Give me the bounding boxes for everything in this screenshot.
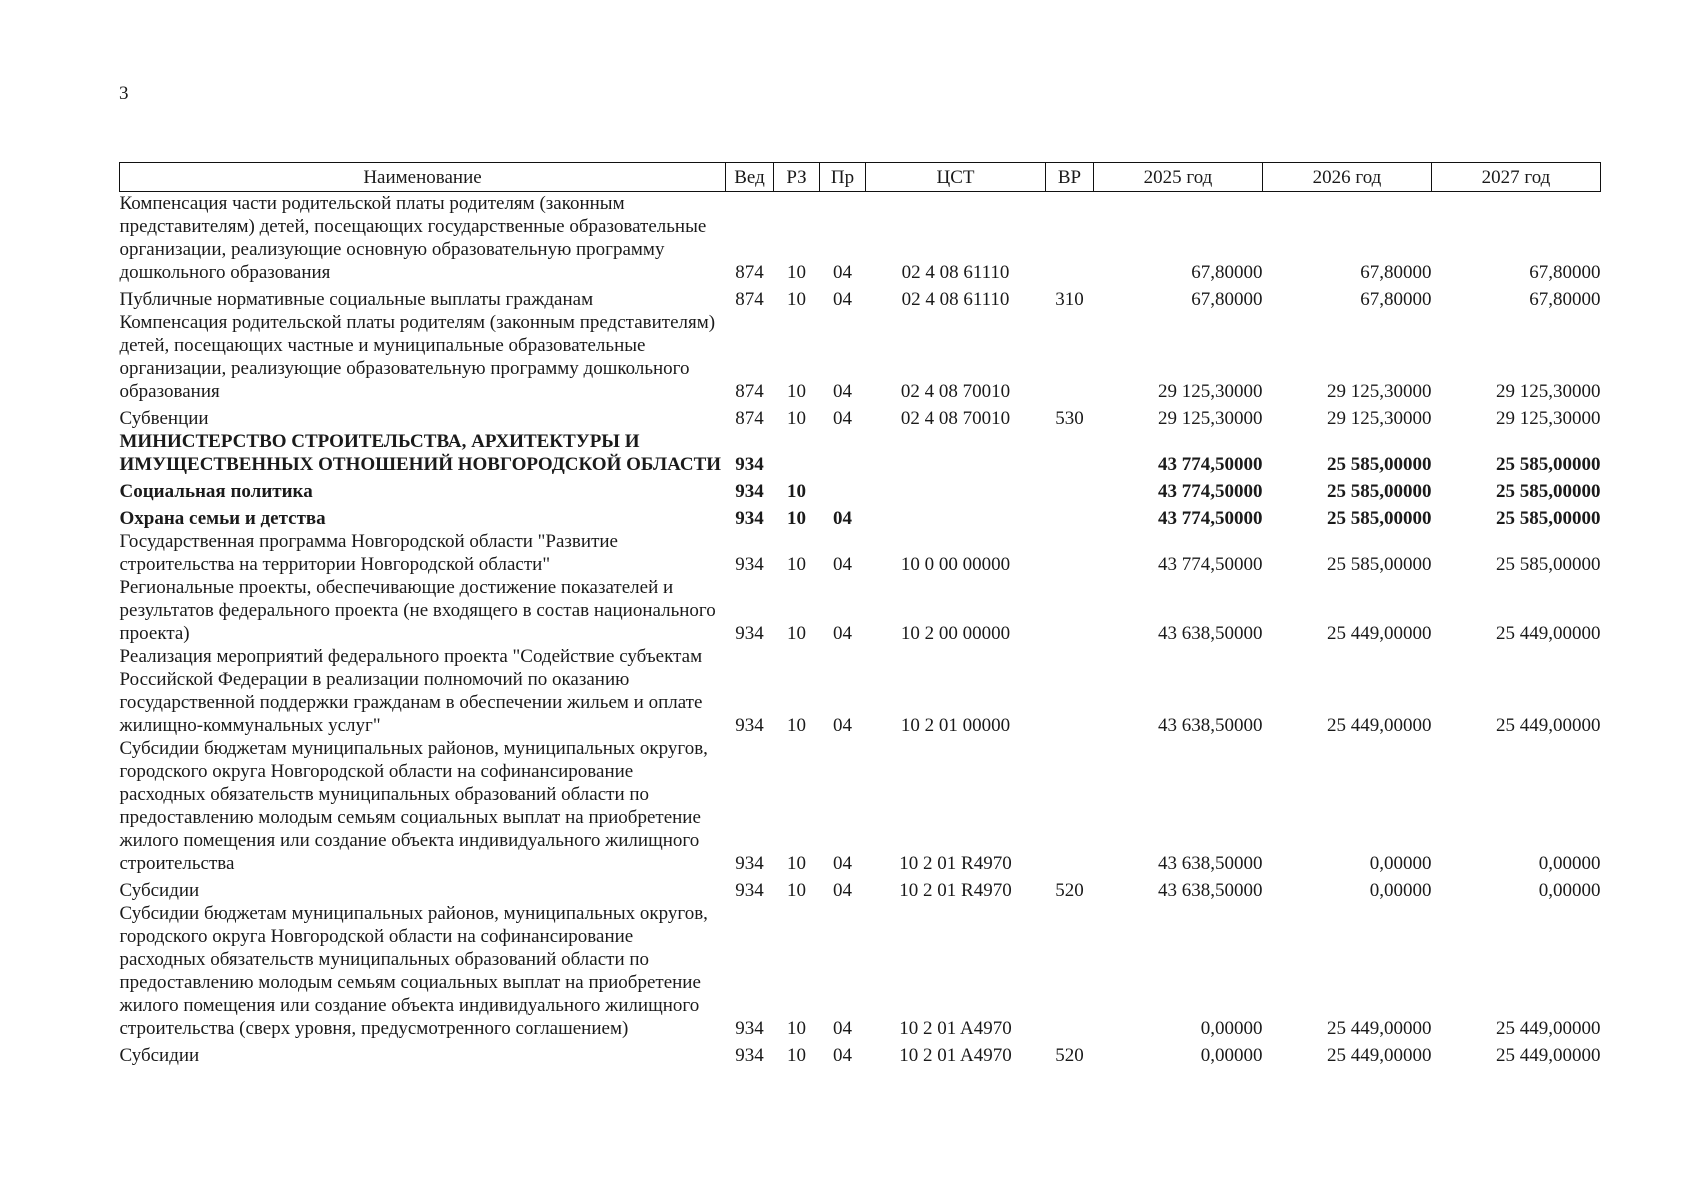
row-value-2025: 67,80000 — [1191, 262, 1263, 283]
row-cst: 10 0 00 00000 — [900, 554, 1011, 575]
row-ved: 934 — [735, 623, 764, 644]
row-cst: 10 2 00 00000 — [900, 623, 1011, 644]
row-name: Субвенции — [119, 408, 209, 429]
row-value-2027: 0,00000 — [1538, 880, 1601, 901]
row-value-2027: 25 449,00000 — [1496, 1045, 1601, 1066]
row-cst: 10 2 01 R4970 — [899, 853, 1012, 874]
row-rz: 10 — [787, 715, 806, 736]
row-name: Региональные проекты, обеспечивающие достижение показателей и результатов федерального проекта (не входящего в состав национального проекта) — [119, 577, 716, 644]
table-row — [120, 476, 1601, 503]
row-ved: 934 — [735, 554, 764, 575]
page-number: 3 — [119, 83, 129, 104]
row-vr: 520 — [1055, 1045, 1084, 1066]
table-row — [120, 1040, 1601, 1067]
row-value-2025: 29 125,30000 — [1158, 381, 1263, 402]
header-cst: ЦСТ — [866, 163, 1046, 192]
row-value-2025: 43 774,50000 — [1158, 481, 1263, 502]
row-name: Охрана семьи и детства — [119, 508, 326, 529]
row-vr — [1046, 430, 1094, 476]
row-value-2025: 43 774,50000 — [1158, 508, 1263, 529]
row-value-2025: 43 774,50000 — [1158, 554, 1263, 575]
row-name: Государственная программа Новгородской области "Развитие строительства на территории Новгородской области" — [119, 531, 618, 575]
row-cst — [866, 503, 1046, 530]
table-row — [120, 875, 1601, 902]
row-cst: 10 2 01 00000 — [900, 715, 1011, 736]
row-rz: 10 — [787, 1018, 806, 1039]
row-value-2025: 29 125,30000 — [1158, 408, 1263, 429]
table-row — [120, 430, 1601, 476]
row-ved: 874 — [735, 262, 764, 283]
row-cst: 02 4 08 70010 — [900, 381, 1011, 402]
row-value-2026: 0,00000 — [1369, 853, 1432, 874]
row-cst: 10 2 01 A4970 — [899, 1045, 1012, 1066]
row-value-2027: 25 585,00000 — [1496, 454, 1601, 475]
header-2026: 2026 год — [1263, 163, 1432, 192]
row-value-2026: 25 585,00000 — [1327, 508, 1432, 529]
header-ved: Вед — [726, 163, 774, 192]
row-name: Публичные нормативные социальные выплаты гражданам — [119, 289, 594, 310]
row-value-2026: 0,00000 — [1369, 880, 1432, 901]
row-pr: 04 — [833, 262, 852, 283]
header-2027: 2027 год — [1432, 163, 1601, 192]
row-ved: 874 — [735, 381, 764, 402]
row-pr: 04 — [833, 289, 852, 310]
row-pr: 04 — [833, 381, 852, 402]
row-cst: 10 2 01 A4970 — [899, 1018, 1012, 1039]
table-row — [120, 192, 1601, 285]
row-pr: 04 — [833, 1045, 852, 1066]
table-row — [120, 902, 1601, 1040]
row-vr: 530 — [1055, 408, 1084, 429]
row-pr — [820, 430, 866, 476]
row-rz: 10 — [787, 289, 806, 310]
row-rz: 10 — [787, 408, 806, 429]
row-vr — [1046, 503, 1094, 530]
row-rz: 10 — [787, 262, 806, 283]
row-pr: 04 — [833, 508, 852, 529]
row-ved: 934 — [735, 454, 764, 475]
row-pr: 04 — [833, 408, 852, 429]
row-pr: 04 — [833, 623, 852, 644]
row-value-2025: 43 638,50000 — [1158, 715, 1263, 736]
header-pr: Пр — [820, 163, 866, 192]
row-value-2026: 67,80000 — [1360, 289, 1432, 310]
row-name: Реализация мероприятий федерального проекта "Содействие субъектам Российской Федерации в реализации полномочий по оказанию государственной поддержки гражданам в обеспечении жильем и оплате жилищно-коммунальных услуг" — [119, 646, 703, 736]
row-value-2027: 67,80000 — [1529, 289, 1601, 310]
header-2025: 2025 год — [1094, 163, 1263, 192]
row-value-2025: 43 638,50000 — [1158, 880, 1263, 901]
row-name: Субсидии — [119, 1045, 200, 1066]
table-row — [120, 576, 1601, 645]
header-name: Наименование — [120, 163, 726, 192]
row-value-2026: 25 449,00000 — [1327, 715, 1432, 736]
row-vr — [1046, 737, 1094, 875]
row-ved: 934 — [735, 1018, 764, 1039]
row-cst — [866, 476, 1046, 503]
row-pr: 04 — [833, 880, 852, 901]
row-name: Субсидии — [119, 880, 200, 901]
row-ved: 874 — [735, 408, 764, 429]
row-cst — [866, 430, 1046, 476]
row-name: Компенсация родительской платы родителям (законным представителям) детей, посещающих частные и муниципальные образовательные организации, реализующие образовательную программу дошкольного образования — [119, 312, 716, 402]
row-ved: 934 — [735, 853, 764, 874]
row-value-2025: 43 774,50000 — [1158, 454, 1263, 475]
row-value-2026: 25 449,00000 — [1327, 1018, 1432, 1039]
row-value-2026: 67,80000 — [1360, 262, 1432, 283]
row-value-2026: 25 585,00000 — [1327, 554, 1432, 575]
row-name: Субсидии бюджетам муниципальных районов, муниципальных округов, городского округа Новгородской области на софинансирование расходных обязательств муниципальных образований области по предоставлению молодым семьям социальных выплат на приобретение жилого помещения или создание объекта индивидуального жилищного строительства — [119, 738, 708, 874]
row-pr: 04 — [833, 1018, 852, 1039]
row-pr — [820, 476, 866, 503]
table-row — [120, 737, 1601, 875]
row-pr: 04 — [833, 554, 852, 575]
table-header — [120, 163, 1601, 192]
row-rz: 10 — [787, 481, 806, 502]
row-value-2027: 29 125,30000 — [1496, 408, 1601, 429]
row-vr — [1046, 476, 1094, 503]
row-rz: 10 — [787, 853, 806, 874]
row-value-2025: 0,00000 — [1200, 1045, 1263, 1066]
row-vr — [1046, 530, 1094, 576]
row-value-2027: 25 449,00000 — [1496, 623, 1601, 644]
table-row — [120, 311, 1601, 403]
row-rz — [774, 430, 820, 476]
row-name: МИНИСТЕРСТВО СТРОИТЕЛЬСТВА, АРХИТЕКТУРЫ И ИМУЩЕСТВЕННЫХ ОТНОШЕНИЙ НОВГОРОДСКОЙ ОБЛАСТИ — [119, 431, 722, 475]
row-ved: 934 — [735, 715, 764, 736]
row-value-2027: 0,00000 — [1538, 853, 1601, 874]
row-value-2027: 29 125,30000 — [1496, 381, 1601, 402]
row-rz: 10 — [787, 1045, 806, 1066]
row-value-2025: 43 638,50000 — [1158, 623, 1263, 644]
table-row — [120, 284, 1601, 311]
row-vr: 310 — [1055, 289, 1084, 310]
header-rz: РЗ — [774, 163, 820, 192]
row-rz: 10 — [787, 880, 806, 901]
row-value-2027: 25 585,00000 — [1496, 554, 1601, 575]
table-row — [120, 530, 1601, 576]
row-rz: 10 — [787, 508, 806, 529]
row-ved: 934 — [735, 508, 764, 529]
row-value-2025: 43 638,50000 — [1158, 853, 1263, 874]
row-rz: 10 — [787, 381, 806, 402]
row-cst: 02 4 08 61110 — [901, 289, 1010, 310]
table-row — [120, 645, 1601, 737]
row-vr — [1046, 576, 1094, 645]
row-value-2027: 25 449,00000 — [1496, 1018, 1601, 1039]
budget-table — [119, 162, 1601, 1067]
row-value-2026: 25 449,00000 — [1327, 1045, 1432, 1066]
row-cst: 02 4 08 61110 — [901, 262, 1010, 283]
row-rz: 10 — [787, 554, 806, 575]
row-ved: 934 — [735, 481, 764, 502]
row-vr: 520 — [1055, 880, 1084, 901]
row-rz: 10 — [787, 623, 806, 644]
row-pr: 04 — [833, 715, 852, 736]
row-value-2026: 25 585,00000 — [1327, 454, 1432, 475]
header-vr: ВР — [1046, 163, 1094, 192]
row-value-2025: 67,80000 — [1191, 289, 1263, 310]
row-value-2026: 29 125,30000 — [1327, 381, 1432, 402]
row-name: Субсидии бюджетам муниципальных районов, муниципальных округов, городского округа Новгородской области на софинансирование расходных обязательств муниципальных образований области по предоставлению молодым семьям социальных выплат на приобретение жилого помещения или создание объекта индивидуального жилищного строительства (сверх уровня, предусмотренного соглашением) — [119, 903, 708, 1039]
row-value-2027: 67,80000 — [1529, 262, 1601, 283]
row-ved: 874 — [735, 289, 764, 310]
table-row — [120, 403, 1601, 430]
table-body — [120, 192, 1601, 1068]
row-ved: 934 — [735, 880, 764, 901]
row-value-2026: 29 125,30000 — [1327, 408, 1432, 429]
row-name: Компенсация части родительской платы родителям (законным представителям) детей, посещающих государственные образовательные организации, реализующие основную образовательную программу дошкольного образования — [119, 193, 707, 283]
row-value-2026: 25 585,00000 — [1327, 481, 1432, 502]
row-vr — [1046, 192, 1094, 285]
row-value-2027: 25 585,00000 — [1496, 508, 1601, 529]
row-value-2025: 0,00000 — [1200, 1018, 1263, 1039]
row-cst: 02 4 08 70010 — [900, 408, 1011, 429]
row-cst: 10 2 01 R4970 — [899, 880, 1012, 901]
row-value-2026: 25 449,00000 — [1327, 623, 1432, 644]
table-row — [120, 503, 1601, 530]
row-ved: 934 — [735, 1045, 764, 1066]
row-vr — [1046, 311, 1094, 403]
row-pr: 04 — [833, 853, 852, 874]
row-value-2027: 25 585,00000 — [1496, 481, 1601, 502]
row-name: Социальная политика — [119, 481, 313, 502]
row-vr — [1046, 902, 1094, 1040]
row-vr — [1046, 645, 1094, 737]
row-value-2027: 25 449,00000 — [1496, 715, 1601, 736]
